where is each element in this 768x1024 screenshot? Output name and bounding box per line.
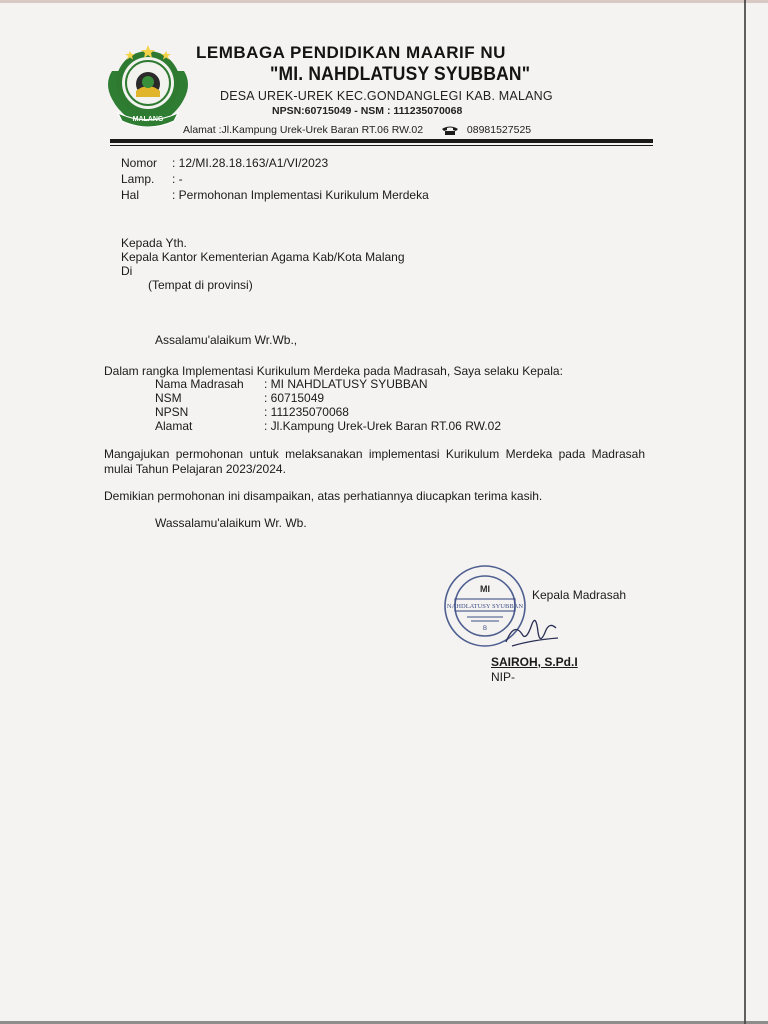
hal-label: Hal xyxy=(121,188,140,202)
lamp-value: : - xyxy=(172,172,183,186)
street-address xyxy=(183,124,531,136)
lamp-label: Lamp. xyxy=(121,172,155,186)
detail-label: NSM xyxy=(155,391,182,405)
signatory-nip: NIP- xyxy=(491,670,515,684)
signatory-title: Kepala Madrasah xyxy=(532,588,627,602)
page-edge xyxy=(744,0,746,1024)
school-name: "MI. NAHDLATUSY SYUBBAN" xyxy=(270,64,531,85)
recipient-line: Di xyxy=(121,264,133,278)
handwritten-signature-icon xyxy=(502,612,562,652)
greeting: Assalamu'alaikum Wr.Wb., xyxy=(155,333,298,347)
hal-value: : Permohonan Implementasi Kurikulum Merdeka xyxy=(172,188,429,202)
signatory-name: SAIROH, S.Pd.I xyxy=(491,655,578,669)
letterhead-rule xyxy=(110,139,653,143)
school-ids: NPSN:60715049 - NSM : 111235070068 xyxy=(272,105,463,117)
recipient-line: (Tempat di provinsi) xyxy=(148,278,253,292)
detail-value: : 60715049 xyxy=(264,391,325,405)
telephone-icon xyxy=(440,125,460,135)
nomor-value: : 12/MI.28.18.163/A1/VI/2023 xyxy=(172,156,329,170)
street-text: Alamat :Jl.Kampung Urek-Urek Baran RT.06 RW.02 xyxy=(183,124,424,136)
nomor-label: Nomor xyxy=(121,156,158,170)
detail-label: NPSN xyxy=(155,405,189,419)
detail-label: Alamat xyxy=(155,419,193,433)
recipient-line: Kepada Yth. xyxy=(121,236,187,250)
closing-paragraph: Demikian permohonan ini disampaikan, atas perhatiannya diucapkan terima kasih. xyxy=(104,489,543,503)
page-edge xyxy=(0,0,768,3)
letterhead-rule xyxy=(110,145,653,146)
phone-number: 08981527525 xyxy=(466,124,532,136)
svg-text:NAHDLATUSY SYUBBAN: NAHDLATUSY SYUBBAN xyxy=(446,603,524,610)
detail-value: : 111235070068 xyxy=(264,405,349,419)
recipient-line: Kepala Kantor Kementerian Agama Kab/Kota Malang xyxy=(121,250,405,264)
salam: Wassalamu'alaikum Wr. Wb. xyxy=(155,516,307,530)
detail-label: Nama Madrasah xyxy=(155,377,244,391)
nu-logo-icon xyxy=(104,41,192,127)
svg-text:MALANG: MALANG xyxy=(132,116,164,123)
svg-text:B: B xyxy=(482,626,488,632)
detail-value: : MI NAHDLATUSY SYUBBAN xyxy=(264,377,428,391)
intro-paragraph: Dalam rangka Implementasi Kurikulum Merdeka pada Madrasah, Saya selaku Kepala: xyxy=(104,364,563,378)
svg-text:MI: MI xyxy=(480,584,490,594)
school-address: DESA UREK-UREK KEC.GONDANGLEGI KAB. MALANG xyxy=(220,89,553,103)
request-paragraph: Mangajukan permohonan untuk melaksanakan implementasi Kurikulum Merdeka pada Madrasah mulai Tahun Pelajaran 2023/2024. xyxy=(104,447,645,476)
institution-name: LEMBAGA PENDIDIKAN MAARIF NU xyxy=(196,43,506,62)
detail-value: : Jl.Kampung Urek-Urek Baran RT.06 RW.02 xyxy=(264,419,501,433)
